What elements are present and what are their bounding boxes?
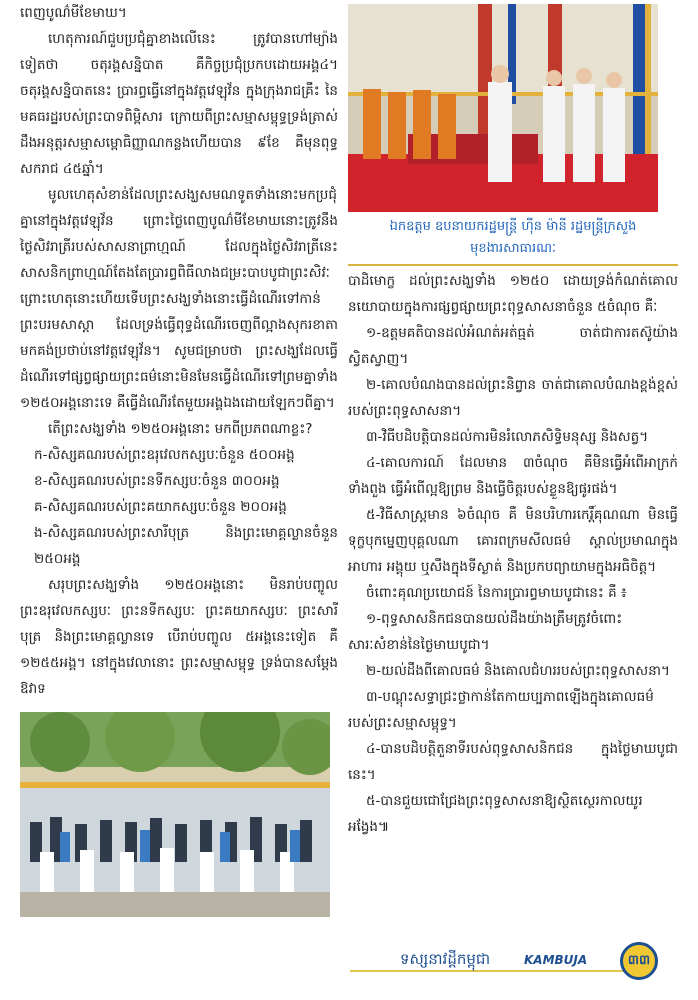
left-list-item-4: ង-សិស្សគណរបស់ព្រះសារីបុត្រ និងព្រះមោគ្គល្លានចំនួន ២៥០អង្គ bbox=[34, 525, 338, 567]
policy-item-1: ១-ឧត្តមគតិបានដល់អំណត់អត់ធ្មត់ ចាត់ជាការតស៊ូយ៉ាងស្វិតស្វាញ។ bbox=[348, 325, 678, 367]
ceremony-crowd-photo-image bbox=[20, 712, 330, 917]
left-list-item-3: គ-សិស្សគណរបស់ព្រះគយាកស្សបៈចំនួន ២០០អង្គ bbox=[34, 499, 287, 515]
left-paragraph-1: ហេតុការណ៍ជួបប្រជុំគ្នាខាងលើនេះ ត្រូវបានហៅម្យ៉ាងទៀតថា ចតុរង្គសន្និបាត គឺកិច្ចប្រជុំប្រកបដោយអង្គ៤។ ចតុរង្គសន្និបាតនេះ ប្រារព្ធធ្វើនៅក្នុងវត្តវេឡុវ័ន ក្នុងក្រុងរាជគ្រឹះ នៃមគធរដ្ឋរបស់ព្រះបាទពិម្ពិសារ ក្រោយពីព្រះសម្មាសម្ពុទ្ធទ្រង់ត្រាស់ដឹងអនុត្តរសម្មាសម្ពោធិញ្ញាណកន្លងហើយបាន ៩ខែ គឺមុនពុទ្ធសករាជ ៤៥ឆ្នាំ។ bbox=[20, 31, 338, 177]
policy-item-3: ៣-វិធីបដិបត្តិបានដល់ការមិនរំលោភសិទ្ធិមនុស្ស និងសត្វ។ bbox=[366, 429, 649, 445]
page-number: ៣៣ bbox=[627, 952, 651, 968]
policy-item-5: ៥-វិធីសាស្ត្រមាន ៦ចំណុច គឺ មិនបរិហារកេរ្តិ៍គុណណា មិនធ្វើទុក្ខបុកម្នេញបុគ្គលណា គោរពក្រមសីលធម៌ ស្គាល់ប្រមាណក្នុងអាហារ អង្គុយ ឬសឹងក្នុងទីស្ងាត់ និងប្រកបព្យាយាមក្នុងអធិចិត្ត។ bbox=[348, 507, 678, 575]
benefit-item-3: ៣-បណ្តុះសទ្ធាជ្រះថ្លាកាន់តែកាយប្បភាពឡើងក្នុងគោលធម៌របស់ព្រះសម្មាសម្ពុទ្ធ។ bbox=[348, 689, 654, 731]
left-paragraph-3: តើព្រះសង្ឃទាំង ១២៥០អង្គនោះ មកពីប្រភពណាខ្លះ? bbox=[48, 421, 313, 437]
right-paragraph-0: បាដិមោក្ខ ដល់ព្រះសង្ឃទាំង ១២៥០ ដោយទ្រង់កំណត់គោលនយោបាយក្នុងការផ្សព្វផ្សាយព្រះពុទ្ធសាសនាចំនួន ៥ចំណុច គឺៈ bbox=[348, 273, 678, 315]
benefit-item-1: ១-ពុទ្ធសាសនិកជនបានយល់ដឹងយ៉ាងត្រឹមត្រូវចំពោះសារៈសំខាន់នៃថ្ងៃមាឃបូជា។ bbox=[348, 611, 623, 653]
left-column bbox=[20, 0, 338, 917]
left-paragraph-8: សរុបព្រះសង្ឃទាំង ១២៥០អង្គនោះ មិនរាប់បញ្ចូលព្រះឧរុវេលកស្សបៈ ព្រះនទីកស្សបៈ ព្រះគយាកស្សបៈ ព្រះសារីបុត្រ និងព្រះមោគ្គល្លានទេ បើរាប់បញ្ចូល ៥អង្គនេះទៀត គឺ ១២៥៥អង្គ។ នៅក្នុងវេលានោះ ព្រះសម្មាសម្ពុទ្ធ ទ្រង់បានសម្តែងឱវាទ bbox=[20, 577, 338, 697]
left-list-item-1: ក-សិស្សគណរបស់ព្រះឧរុវេលកស្សបៈចំនួន ៥០០អង្គ bbox=[34, 447, 295, 463]
benefit-item-2: ២-យល់ដឹងពីគោលធម៌ និងគោលជំហររបស់ព្រះពុទ្ធសាសនា។ bbox=[366, 663, 670, 679]
officials-ceremony-photo bbox=[348, 4, 658, 212]
page-number-badge bbox=[620, 942, 658, 980]
page-footer bbox=[0, 950, 698, 1000]
benefit-item-4: ៤-បានបដិបត្តិតួនាទីរបស់ពុទ្ធសាសនិកជន ក្នុងថ្ងៃមាឃបូជានេះ។ bbox=[348, 741, 678, 783]
benefit-item-5: ៥-បានជួយជោជ្រែងព្រះពុទ្ធសាសនាឱ្យស្ថិតស្ថេរកាលយូរអង្វែង៕ bbox=[348, 793, 643, 835]
left-paragraph-0: ពេញបូណ៌មីខែមាឃ។ bbox=[20, 5, 127, 21]
right-article-text bbox=[348, 268, 678, 840]
left-paragraph-2: មូលហេតុសំខាន់ដែលព្រះសង្ឃសមណទូតទាំងនោះមកប្រជុំគ្នានៅក្នុងវត្តវេឡុវ័ន ព្រោះថ្ងៃពេញបូណ៌មីខែមាឃនោះត្រូវនឹងថ្ងៃសិវរាត្រីរបស់សាសនាព្រាហ្មណ៍ ដែលក្នុងថ្ងៃសិវរាត្រីនេះ សាសនិកព្រាហ្មណ៍តែងតែប្រារព្ធពិធីលាងជម្រះបាបបូជាព្រះសិវៈ ព្រោះហេតុនោះហើយទើបព្រះសង្ឃទាំងនោះធ្វើដំណើរទៅកាន់ព្រះបរមសាស្តា ដែលទ្រង់ធ្វើពុទ្ធដំណើរចេញពីល្អាងសុករខាតា មកគង់ប្រថាប់នៅវត្តវេឡុវ័ន។ សូមជម្រាបថា ព្រះសង្ឃដែលធ្វើដំណើរទៅផ្សព្វផ្សាយព្រះធម៌នោះមិនមែនធ្វើដំណើរទៅព្រមគ្នាទាំង ១២៥០អង្គនោះទេ គឺធ្វើដំណើរតែមួយអង្គឯងដោយឡែកៗពីគ្នា។ bbox=[20, 187, 338, 411]
magazine-brand: KAMBUJA bbox=[524, 953, 588, 967]
benefits-intro: ចំពោះគុណប្រយោជន៍ នៃការប្រារព្ធមាឃបូជានេះ គឺ ៖ bbox=[366, 585, 627, 601]
policy-item-2: ២-គោលបំណងបានដល់ព្រះនិព្វាន ចាត់ជាគោលបំណងខ្ពង់ខ្ពស់របស់ព្រះពុទ្ធសាសនា។ bbox=[348, 377, 678, 419]
photo-caption: ឯកឧត្តម ឧបនាយករដ្ឋមន្ត្រី ហ៊ីន ម៉ានី រដ្ឋមន្ត្រីក្រសួងមុខងារសាធារណៈ bbox=[348, 212, 678, 266]
officials-ceremony-photo-image bbox=[348, 4, 658, 212]
magazine-name: ទស្សនាវដ្តីកម្ពុជា bbox=[400, 950, 491, 968]
policy-item-4: ៤-គោលការណ៍ ដែលមាន ៣ចំណុច គឺមិនធ្វើអំពើអាក្រក់ទាំងពួង ធ្វើអំពើល្អឱ្យព្រម និងធ្វើចិត្តរបស់ខ្លួនឱ្យផូរផង់។ bbox=[348, 455, 678, 497]
right-column bbox=[348, 0, 678, 840]
left-list-item-2: ខ-សិស្សគណរបស់ព្រះនទីកស្សបៈចំនួន ៣០០អង្គ bbox=[34, 473, 280, 489]
left-article-text bbox=[20, 0, 338, 702]
ceremony-crowd-photo bbox=[20, 712, 330, 917]
